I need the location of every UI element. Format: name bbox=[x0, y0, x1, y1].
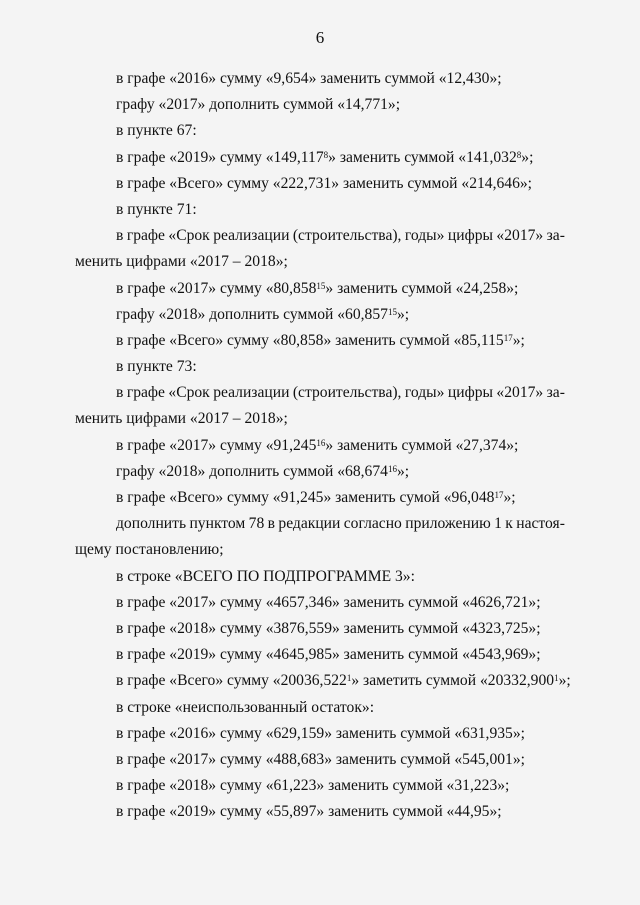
text-segment: менить цифрами «2017 – 2018»; bbox=[75, 410, 288, 428]
text-segment: в графе «2018» сумму «3876,559» заменить суммой «4323,725»; bbox=[116, 619, 541, 637]
page-number: 6 bbox=[315, 28, 325, 47]
text-word: графе bbox=[126, 227, 165, 245]
text-segment: в пункте 67: bbox=[116, 122, 197, 140]
text-segment: в строке «неиспользованный остаток»: bbox=[116, 698, 375, 716]
text-segment: »; bbox=[558, 672, 571, 690]
document-body bbox=[75, 66, 571, 825]
text-segment: в графе «2017» сумму «80,858 bbox=[116, 279, 317, 297]
text-line bbox=[75, 328, 565, 354]
text-word: редакции bbox=[278, 515, 341, 533]
text-segment: в графе «Всего» сумму «222,731» заменить суммой «214,646»; bbox=[116, 174, 533, 192]
text-line bbox=[75, 695, 565, 721]
text-word: (строительства), bbox=[292, 227, 402, 245]
text-word: приложению bbox=[405, 515, 491, 533]
text-word: цифры bbox=[447, 227, 493, 245]
text-segment: в пункте 73: bbox=[116, 358, 197, 376]
text-line bbox=[75, 642, 565, 668]
text-segment: графу «2018» дополнить суммой «60,857 bbox=[116, 305, 388, 323]
text-word: за- bbox=[546, 384, 565, 402]
text-line bbox=[75, 92, 565, 118]
text-segment: в графе «Всего» сумму «91,245» заменить сумой «96,048 bbox=[116, 489, 495, 506]
text-line bbox=[75, 197, 565, 223]
text-segment: в строке «ВСЕГО ПО ПОДПРОГРАММЕ 3»: bbox=[116, 567, 415, 585]
text-word: в bbox=[116, 227, 124, 245]
text-segment: » заменить суммой «141,032 bbox=[328, 148, 517, 166]
footnote-marker: 1 bbox=[346, 673, 352, 684]
text-segment: »; bbox=[396, 462, 410, 480]
footnote-marker: 16 bbox=[316, 437, 326, 448]
text-segment: » заметить суммой «20332,900 bbox=[351, 672, 555, 690]
text-segment: » заменить суммой «27,374»; bbox=[325, 436, 519, 454]
text-word: дополнить bbox=[116, 515, 187, 533]
text-word: 1 bbox=[494, 515, 502, 533]
text-word: реализации bbox=[213, 384, 290, 402]
text-word: «Срок bbox=[168, 227, 210, 245]
footnote-marker: 8 bbox=[323, 149, 329, 160]
text-segment: в графе «2016» сумму «629,159» заменить суммой «631,935»; bbox=[116, 724, 525, 742]
text-line bbox=[75, 276, 565, 302]
text-line bbox=[75, 616, 565, 642]
text-segment: в графе «Всего» сумму «20036,522 bbox=[116, 672, 347, 690]
footnote-marker: 1 bbox=[554, 673, 559, 684]
text-word: годы» bbox=[404, 384, 445, 402]
text-line bbox=[75, 302, 565, 328]
text-segment: в графе «2019» сумму «149,117 bbox=[116, 148, 324, 166]
text-segment: в графе «2019» сумму «4645,985» заменить суммой «4543,969»; bbox=[116, 646, 541, 664]
text-word: «2017» bbox=[496, 384, 544, 402]
text-word: цифры bbox=[447, 384, 493, 402]
text-segment: »; bbox=[503, 489, 516, 506]
text-line bbox=[75, 118, 565, 144]
text-line bbox=[75, 485, 565, 511]
text-word: графе bbox=[126, 384, 165, 402]
text-line bbox=[75, 747, 565, 773]
text-segment: »; bbox=[396, 305, 410, 323]
text-line bbox=[75, 537, 565, 563]
text-word: (строительства), bbox=[292, 384, 402, 402]
text-line bbox=[75, 773, 565, 799]
footnote-marker: 17 bbox=[503, 332, 513, 343]
text-segment: щему постановлению; bbox=[75, 541, 224, 559]
text-line bbox=[75, 354, 565, 380]
text-word: в bbox=[116, 384, 124, 402]
text-segment: менить цифрами «2017 – 2018»; bbox=[75, 253, 288, 271]
text-line bbox=[75, 668, 571, 694]
text-segment: » заменить суммой «24,258»; bbox=[325, 279, 519, 297]
text-word: в bbox=[267, 515, 276, 533]
footnote-marker: 15 bbox=[387, 306, 397, 317]
text-word: за- bbox=[546, 227, 565, 245]
text-line bbox=[75, 145, 565, 171]
text-segment: в графе «2018» сумму «61,223» заменить суммой «31,223»; bbox=[116, 777, 510, 795]
text-line bbox=[75, 406, 565, 432]
text-word: годы» bbox=[404, 227, 445, 245]
text-segment: в графе «2017» сумму «4657,346» заменить суммой «4626,721»; bbox=[116, 593, 541, 611]
text-line bbox=[75, 380, 565, 406]
text-word: «Срок bbox=[168, 384, 210, 402]
text-line bbox=[75, 721, 565, 747]
text-line bbox=[75, 249, 565, 275]
text-line bbox=[75, 171, 565, 197]
text-word: согласно bbox=[343, 515, 402, 533]
text-word: реализации bbox=[213, 227, 290, 245]
text-line bbox=[75, 66, 565, 92]
text-word: настоя- bbox=[516, 515, 565, 533]
text-word: 78 bbox=[248, 515, 265, 533]
text-line bbox=[75, 459, 565, 485]
text-line bbox=[75, 433, 565, 459]
text-segment: в графе «2017» сумму «91,245 bbox=[116, 436, 317, 454]
text-word: пунктом bbox=[189, 515, 246, 533]
text-line bbox=[75, 564, 565, 590]
text-segment: »; bbox=[521, 148, 534, 166]
text-segment: графу «2017» дополнить суммой «14,771»; bbox=[116, 96, 401, 114]
footnote-marker: 15 bbox=[316, 280, 326, 291]
text-word: «2017» bbox=[496, 227, 544, 245]
text-segment: в графе «2016» сумму «9,654» заменить суммой «12,430»; bbox=[116, 70, 502, 87]
text-line bbox=[75, 223, 565, 249]
text-segment: в графе «Всего» сумму «80,858» заменить суммой «85,115 bbox=[116, 331, 504, 349]
text-word: к bbox=[505, 515, 513, 533]
text-line bbox=[75, 799, 565, 825]
text-segment: графу «2018» дополнить суммой «68,674 bbox=[116, 462, 388, 480]
footnote-marker: 17 bbox=[494, 490, 504, 500]
footnote-marker: 16 bbox=[387, 463, 397, 474]
text-segment: в пункте 71: bbox=[116, 200, 197, 218]
text-line bbox=[75, 511, 565, 537]
footnote-marker: 8 bbox=[516, 149, 522, 160]
text-segment: »; bbox=[512, 331, 525, 349]
text-segment: в графе «2019» сумму «55,897» заменить суммой «44,95»; bbox=[116, 803, 502, 821]
text-segment: в графе «2017» сумму «488,683» заменить суммой «545,001»; bbox=[116, 750, 525, 768]
text-line bbox=[75, 590, 565, 616]
